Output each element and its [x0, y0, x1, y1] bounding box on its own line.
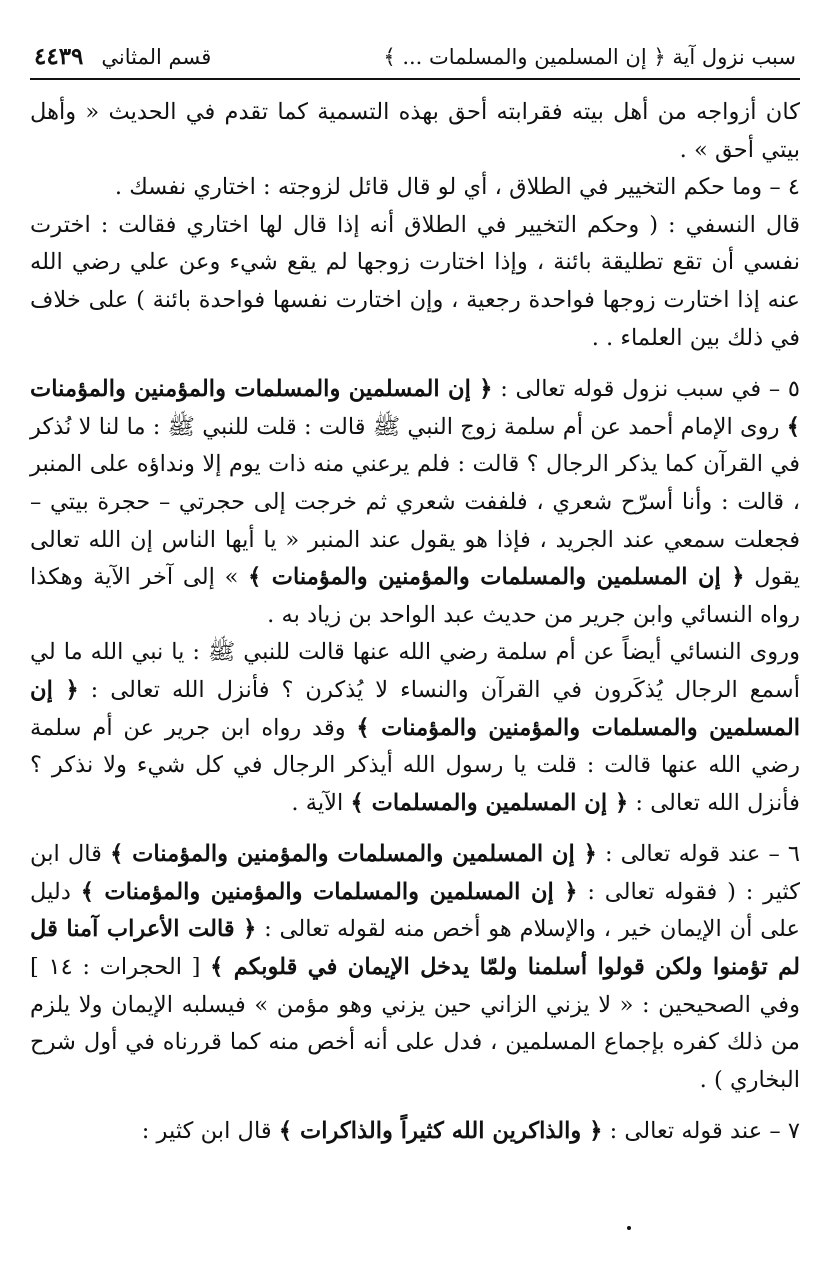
page-body [30, 94, 800, 1151]
text-run: » إلى آخر الآية وهكذا رواه النسائي وابن جرير من حديث عبد الواحد بن زياد به . [30, 564, 800, 628]
paragraph-1: كان أزواجه من أهل بيته فقرابته أحق بهذه التسمية كما تقدم في الحديث « وأهل بيتي أحق » . [30, 99, 800, 163]
paragraph-5 [30, 371, 800, 634]
paragraph-5-cont [30, 634, 800, 822]
text-run: روى الإمام أحمد عن أم سلمة زوج النبي ﷺ قالت : قلت للنبي ﷺ : ما لنا لا نُذكر في القرآن كما يذكر الرجال ؟ قالت : فلم يرعني منه ذات يوم إلا ونداؤه على المنبر ، قالت : وأنا أسرّح شعري ، فلففت شعري ثم خرجت إلى حجرتي – حجرة بيتي – فجعلت سمعي عند الجريد ، فإذا هو يقول عند المنبر « يا أيها الناس إن الله تعالى يقول [30, 413, 800, 591]
section-name: قسم المثاني [101, 45, 212, 69]
running-header [30, 40, 800, 78]
text-run: [ الحجرات : ١٤ ] وفي الصحيحين : « لا يزني الزاني حين يزني وهو مؤمن » فيسلبه الإيمان ولا يلزم من ذلك كفره بإجماع المسلمين ، فدل على أنه أخص منه كما قررناه في أول شرح البخاري ) . [30, 954, 800, 1093]
text-run: دليل على أن الإيمان خير ، والإسلام هو أخص منه لقوله تعالى : [30, 878, 801, 943]
text-run: قال ابن كثير : [141, 1118, 279, 1145]
quran-quote: ﴿ إن المسلمين والمسلمات والمؤمنين والمؤمنات ﴾ [30, 676, 801, 741]
text-run: قال ابن كثير : ( فقوله تعالى : [30, 841, 800, 905]
paragraph-6 [30, 836, 800, 1099]
paragraph-7 [30, 1113, 800, 1151]
ink-dot [627, 1226, 631, 1230]
spacer [30, 1099, 800, 1113]
page-number: ٤٤٣٩ [34, 43, 84, 70]
quran-quote: ﴿ إن المسلمين والمسلمات والمؤمنين والمؤمنات ﴾ [80, 878, 578, 905]
text-run: وقد رواه ابن جرير عن أم سلمة رضي الله عنها قالت : قلت يا رسول الله أيذكر الرجال في كل شيء ولا نذكر ؟ فأنزل الله تعالى : [30, 714, 800, 816]
text-run: الآية . [291, 789, 351, 816]
quran-quote: ﴿ إن المسلمين والمسلمات والمؤمنين والمؤمنات ﴾ [30, 376, 800, 440]
spacer [30, 357, 800, 371]
header-rule [30, 78, 800, 80]
text-run: ٦ – عند قوله تعالى : [596, 841, 801, 868]
paragraph-2: ٤ – وما حكم التخيير في الطلاق ، أي لو قال قائل لزوجته : اختاري نفسك . [114, 174, 800, 201]
text-run: ٧ – عند قوله تعالى : [602, 1118, 800, 1145]
quran-quote: ﴿ قالت الأعراب آمنا قل لم تؤمنوا ولكن قولوا أسلمنا ولمّا يدخل الإيمان في قلوبكم ﴾ [30, 916, 800, 981]
quran-quote: ﴿ والذاكرين الله كثيراً والذاكرات ﴾ [278, 1118, 603, 1145]
quran-quote: ﴿ إن المسلمين والمسلمات والمؤمنين والمؤمنات ﴾ [248, 564, 745, 591]
text-run: ٥ – في سبب نزول قوله تعالى : [492, 376, 800, 403]
running-title: سبب نزول آية ﴿ إن المسلمين والمسلمات ... ﴾ [383, 45, 796, 69]
quran-quote: ﴿ إن المسلمين والمسلمات ﴾ [350, 789, 629, 816]
text-run: وروى النسائي أيضاً عن أم سلمة رضي الله عنها قالت للنبي ﷺ : يا نبي الله ما لي أسمع الرجال يُذكَرون في القرآن والنساء لا يُذكرن ؟ فأنزل الله تعالى : [30, 639, 800, 703]
header-meta [34, 40, 211, 74]
spacer [30, 822, 800, 836]
paragraph-3: قال النسفي : ( وحكم التخيير في الطلاق أنه إذا قال لها اختاري فقالت : اخترت نفسي أن تقع تطليقة بائنة ، وإذا اختارت زوجها لم يقع شيء وعن علي رضي الله عنه إذا اختارت زوجها فواحدة رجعية ، وإن اختارت نفسها فواحدة بائنة ) على خلاف في ذلك بين العلماء . . [30, 211, 800, 351]
quran-quote: ﴿ إن المسلمين والمسلمات والمؤمنين والمؤمنات ﴾ [110, 841, 597, 868]
